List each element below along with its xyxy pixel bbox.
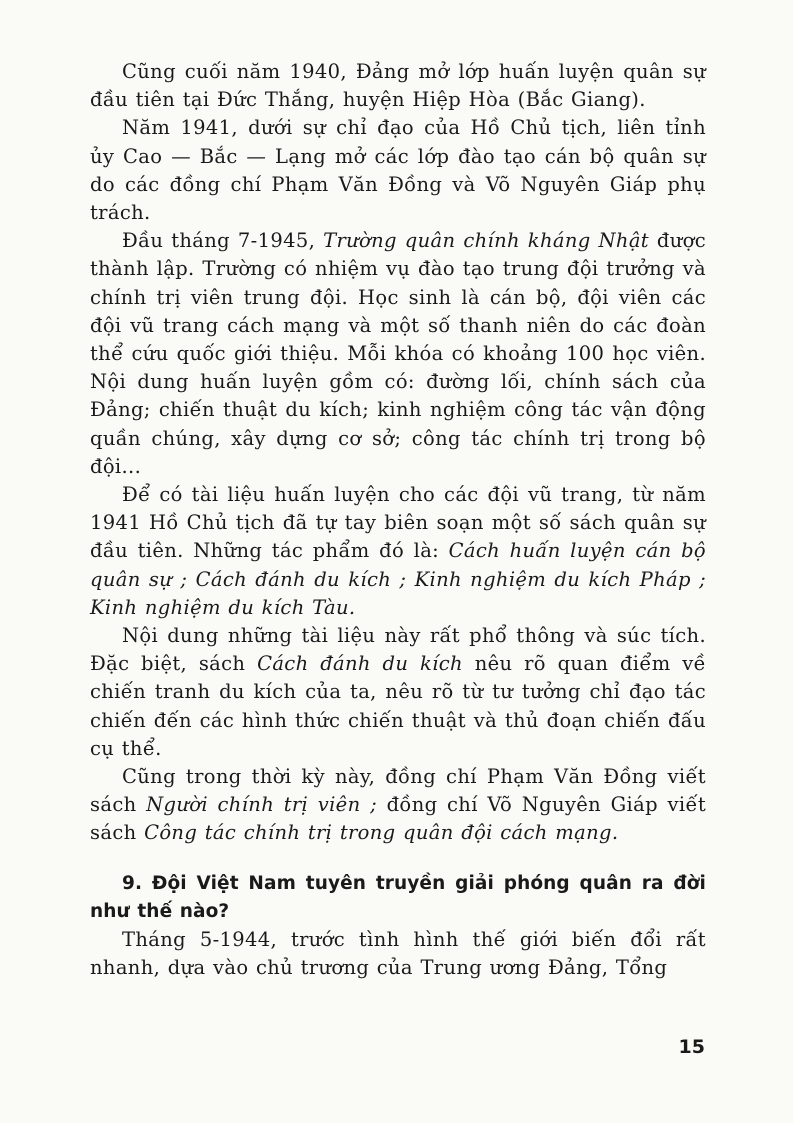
paragraph-1: Cũng cuối năm 1940, Đảng mở lớp huấn luyện quân sự đầu tiên tại Đức Thắng, huyện Hiệp Hòa (Bắc Giang). (90, 60, 706, 112)
paragraph-3-text-cont: được thành lập. Trường có nhiệm vụ đào tạo trung đội trưởng và chính trị viên trung đội. Học sinh là cán bộ, đội viên các đội vũ trang cách mạng và một số thanh niên do các đoàn thể cứu quốc giới thiệu. Mỗi khóa có khoảng 100 học viên. Nội dung huấn luyện gồm có: đường lối, chính sách của Đảng; chiến thuật du kích; kinh nghiệm công tác vận động quần chúng, xây dựng cơ sở; công tác chính trị trong bộ đội... (90, 229, 707, 478)
paragraph-3 (90, 227, 706, 481)
paragraph-2: Năm 1941, dưới sự chỉ đạo của Hồ Chủ tịch, liên tỉnh ủy Cao — Bắc — Lạng mở các lớp đào tạo cán bộ quân sự do các đồng chí Phạm Văn Đồng và Võ Nguyên Giáp phụ trách. (90, 116, 706, 225)
school-name-italic: Trường quân chính kháng Nhật (323, 229, 649, 253)
paragraph-6-text-cont: đồng chí Võ Nguyên Giáp viết sách (90, 793, 707, 845)
paragraph-3-text: Đầu tháng 7-1945, (122, 229, 324, 253)
body-text (90, 58, 706, 983)
paragraph-7: Tháng 5-1944, trước tình hình thế giới biến đổi rất nhanh, dựa vào chủ trương của Trung ương Đảng, Tổng (90, 928, 706, 980)
paragraph-4 (90, 481, 706, 622)
book-title-italic-2: Công tác chính trị trong quân đội cách mạng. (144, 821, 619, 845)
section-heading: 9. Đội Việt Nam tuyên truyền giải phóng quân ra đời như thế nào? (90, 872, 706, 922)
book-titles-italic: Cách huấn luyện cán bộ quân sự ; Cách đánh du kích ; Kinh nghiệm du kích Pháp ; Kinh nghiệm du kích Tàu. (90, 539, 706, 619)
paragraph-5-text: Nội dung những tài liệu này rất phổ thông và súc tích. Đặc biệt, sách (90, 624, 706, 676)
paragraph-5-text-cont: nêu rõ quan điểm về chiến tranh du kích của ta, nêu rõ từ tư tưởng chỉ đạo tác chiến đến các hình thức chiến thuật và thủ đoạn chiến đấu cụ thể. (90, 652, 706, 760)
book-title-italic: Cách đánh du kích (257, 652, 463, 676)
book-title-italic-1: Người chính trị viên ; (146, 793, 377, 817)
paragraph-6-text: Cũng trong thời kỳ này, đồng chí Phạm Văn Đồng viết sách (90, 765, 706, 817)
paragraph-5 (90, 622, 706, 763)
paragraph-4-text: Để có tài liệu huấn luyện cho các đội vũ trang, từ năm 1941 Hồ Chủ tịch đã tự tay biên soạn một số sách quân sự đầu tiên. Những tác phẩm đó là: (90, 483, 706, 563)
page-number: 15 (678, 1036, 705, 1058)
paragraph-6 (90, 763, 706, 848)
